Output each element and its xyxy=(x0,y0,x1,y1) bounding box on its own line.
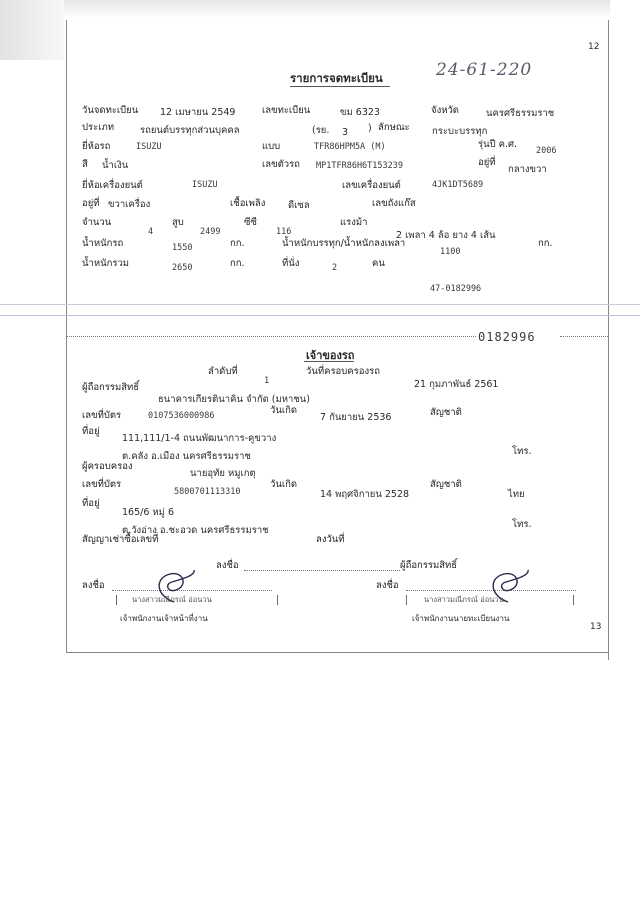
engine-no-label: เลขเครื่องยนต์ xyxy=(342,180,401,191)
serial-dashed-line-left xyxy=(66,336,476,337)
holder-address-label: ที่อยู่ xyxy=(82,498,100,509)
title-underline xyxy=(290,86,390,87)
type-code: (รย. xyxy=(312,125,330,136)
owner-title-underline xyxy=(304,361,354,362)
holder-tel-label: โทร. xyxy=(512,519,532,530)
owner-id-value: 0107536000986 xyxy=(148,411,215,421)
possession-date-label: วันที่ครอบครองรถ xyxy=(306,366,380,377)
type-value: รถยนต์บรรทุกส่วนบุคคล xyxy=(140,125,240,136)
fuel-value: ดีเซล xyxy=(288,200,310,211)
color-value: น้ำเงิน xyxy=(102,160,129,171)
owner-nationality-label: สัญชาติ xyxy=(430,407,462,418)
holder-id-value: 5800701113310 xyxy=(174,487,241,497)
color-label: สี xyxy=(82,159,88,170)
owner-address-label: ที่อยู่ xyxy=(82,426,100,437)
page-number-top: 12 xyxy=(588,42,600,52)
payload-value: 1100 xyxy=(440,247,461,257)
contract-number-label: สัญญาเช่าซื้อเลขที่ xyxy=(82,534,159,545)
owner-dob-label: วันเกิด xyxy=(270,405,297,416)
chassis-value: MP1TFR86H6T153239 xyxy=(316,161,403,171)
holder-label: ผู้ครอบครอง xyxy=(82,461,133,472)
holder-id-label: เลขที่บัตร xyxy=(82,479,122,490)
chassis-location-label: อยู่ที่ xyxy=(478,157,496,168)
holder-dob-value: 14 พฤศจิกายน 2528 xyxy=(320,489,410,500)
sequence-label: ลำดับที่ xyxy=(208,366,238,377)
weight-label: น้ำหนักรถ xyxy=(82,238,124,249)
serial-dashed-line-right xyxy=(560,336,608,337)
gross-weight-value: 2650 xyxy=(172,263,193,273)
holder-name: นายอุทัย หมูเกตุ xyxy=(190,468,256,479)
cylinder-label: จำนวน xyxy=(82,217,112,228)
owner-tel-label: โทร. xyxy=(512,446,532,457)
seats-label: ที่นั่ง xyxy=(282,258,300,269)
type-code-num: 3 xyxy=(342,127,349,138)
owner-dob-value: 7 กันยายน 2536 xyxy=(320,412,392,423)
chassis-label: เลขตัวรถ xyxy=(262,159,300,170)
cylinder-unit: สูบ xyxy=(172,217,184,228)
owner-id-label: เลขที่บัตร xyxy=(82,410,122,421)
engine-brand-label: ยี่ห้อเครื่องยนต์ xyxy=(82,180,143,191)
holder-address-line1: 165/6 หมู่ 6 xyxy=(122,507,174,518)
owner-sign-label: ลงชื่อ xyxy=(216,560,239,571)
holder-nationality-value: ไทย xyxy=(508,489,525,500)
hp-value: 116 xyxy=(276,227,292,237)
left-sign-label: ลงชื่อ xyxy=(82,580,105,591)
possession-date-value: 21 กุมภาพันธ์ 2561 xyxy=(414,379,499,390)
cc-value: 2499 xyxy=(200,227,221,237)
separator-line-2 xyxy=(0,315,640,316)
page-title: รายการจดทะเบียน xyxy=(290,71,383,85)
payload-unit: กก. xyxy=(538,238,553,249)
scan-shadow-top xyxy=(64,0,610,18)
reg-no-value: ขม 6323 xyxy=(340,107,380,118)
sequence-value: 1 xyxy=(264,376,270,386)
contract-date-label: ลงวันที่ xyxy=(316,534,345,545)
document-number: 47-0182996 xyxy=(430,284,482,294)
handwritten-reference: 24-61-220 xyxy=(436,60,533,80)
reg-date-label: วันจดทะเบียน xyxy=(82,105,139,116)
axle-text: 2 เพลา 4 ล้อ ยาง 4 เส้น xyxy=(396,230,496,241)
weight-unit: กก. xyxy=(230,238,245,249)
page-frame-bottom xyxy=(66,652,608,653)
owner-address-line1: 111,111/1-4 ถนนพัฒนาการ-คูขวาง xyxy=(122,433,277,444)
owner-label: ผู้ถือกรรมสิทธิ์ xyxy=(82,382,140,393)
cc-label: ซีซี xyxy=(244,217,257,228)
owner-name: ธนาคารเกียรตินาคิน จำกัด (มหาชน) xyxy=(158,394,311,405)
separator-line-1 xyxy=(0,304,640,305)
holder-address-line2: ต.วังอ่าง อ.ชะอวด นครศรีธรรมราช xyxy=(122,525,269,536)
cylinder-value: 4 xyxy=(148,227,154,237)
payload-label: น้ำหนักบรรทุก/น้ำหนักลงเพลา xyxy=(282,238,406,249)
engine-location-value: ขวาเครื่อง xyxy=(108,199,151,210)
owner-section-title: เจ้าของรถ xyxy=(306,349,355,362)
province-value: นครศรีธรรมราช xyxy=(486,108,555,119)
page-number-bottom: 13 xyxy=(590,622,602,632)
right-official-role: เจ้าพนักงานนายทะเบียนงาน xyxy=(412,614,510,623)
engine-no-value: 4JK1DT5689 xyxy=(432,180,484,190)
reg-date-value: 12 เมษายน 2549 xyxy=(160,107,236,118)
left-official-name: นางสาวมณีภรณ์ อ่อนวน xyxy=(132,595,212,604)
left-official-role: เจ้าพนักงานเจ้าหน้าที่งาน xyxy=(120,614,208,623)
seats-unit: คน xyxy=(372,258,385,269)
holder-dob-label: วันเกิด xyxy=(270,479,297,490)
style-label: ลักษณะ xyxy=(378,122,410,133)
style-value: กระบะบรรทุก xyxy=(432,126,488,137)
fuel-label: เชื้อเพลิง xyxy=(230,198,266,209)
serial-number: 0182996 xyxy=(478,330,536,344)
chassis-location-value: กลางขวา xyxy=(508,164,547,175)
model-value: TFR86HPM5A (M) xyxy=(314,142,386,152)
engine-brand-value: ISUZU xyxy=(192,180,218,190)
gross-weight-label: น้ำหนักรวม xyxy=(82,258,130,269)
model-label: แบบ xyxy=(262,141,281,152)
owner-address-line2: ต.คลัง อ.เมือง นครศรีธรรมราช xyxy=(122,451,251,462)
type-code-close: ) xyxy=(368,123,372,134)
gas-tank-label: เลขถังแก๊ส xyxy=(372,198,416,209)
brand-label: ยี่ห้อรถ xyxy=(82,141,111,152)
gross-weight-unit: กก. xyxy=(230,258,245,269)
right-sign-label: ลงชื่อ xyxy=(376,580,399,591)
year-value: 2006 xyxy=(536,146,557,156)
scan-shadow-left xyxy=(0,0,64,60)
brand-value: ISUZU xyxy=(136,142,162,152)
hp-label: แรงม้า xyxy=(340,217,368,228)
weight-value: 1550 xyxy=(172,243,193,253)
owner-sign-dotline xyxy=(244,570,400,571)
holder-nationality-label: สัญชาติ xyxy=(430,479,462,490)
owner-signature-caption: ผู้ถือกรรมสิทธิ์ xyxy=(400,560,458,571)
type-label: ประเภท xyxy=(82,122,115,133)
reg-no-label: เลขทะเบียน xyxy=(262,105,311,116)
page-frame-right xyxy=(608,20,609,660)
year-label: รุ่นปี ค.ศ. xyxy=(478,139,518,150)
seats-value: 2 xyxy=(332,263,338,273)
engine-location-label: อยู่ที่ xyxy=(82,198,100,209)
province-label: จังหวัด xyxy=(431,105,459,116)
right-official-name: นางสาวมณีภรณ์ อ่อนวน xyxy=(424,595,504,604)
